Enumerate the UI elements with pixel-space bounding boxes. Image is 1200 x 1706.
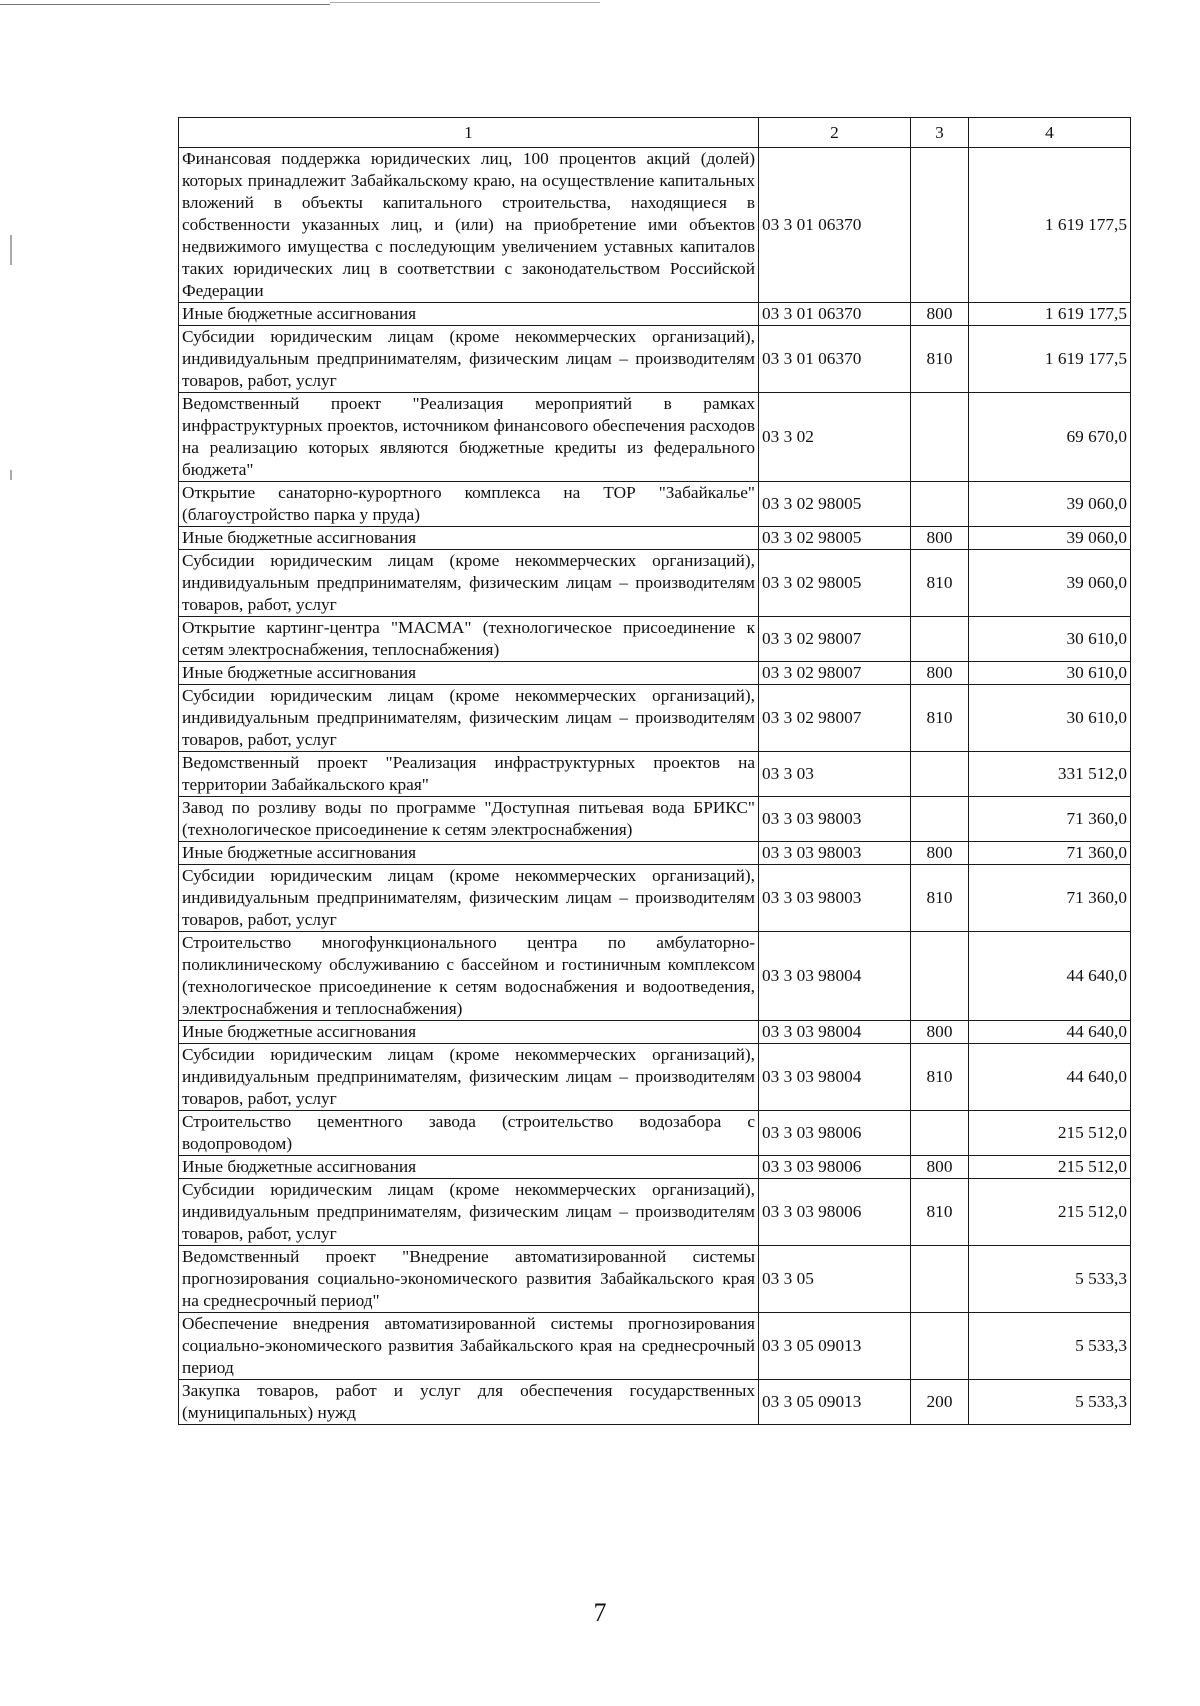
amount-cell: 71 360,0: [969, 865, 1131, 932]
name-cell: Иные бюджетные ассигнования: [179, 303, 759, 326]
code-cell: 03 3 03 98003: [759, 842, 911, 865]
expense-type-cell: 810: [911, 550, 969, 617]
code-cell: 03 3 03 98004: [759, 932, 911, 1021]
expense-type-cell: [911, 393, 969, 482]
code-cell: 03 3 02 98007: [759, 617, 911, 662]
name-cell: Финансовая поддержка юридических лиц, 100 процентов акций (долей) которых принадлежит Забайкальскому краю, на осуществление капитальных вложений в объекты капитального строительства, находящиеся в собственности указанных лиц, и (или) на приобретение ими объектов недвижимого имущества с последующим увеличением уставных капиталов таких юридических лиц в соответствии с законодательством Российской Федерации: [179, 148, 759, 303]
name-cell: Ведомственный проект "Реализация мероприятий в рамках инфраструктурных проектов, источником финансового обеспечения расходов на реализацию которых являются бюджетные кредиты из федерального бюджета": [179, 393, 759, 482]
amount-cell: 44 640,0: [969, 932, 1131, 1021]
table-row: [179, 685, 1131, 752]
code-cell: 03 3 05: [759, 1246, 911, 1313]
name-cell: Субсидии юридическим лицам (кроме некоммерческих организаций), индивидуальным предпринимателям, физическим лицам – производителям товаров, работ, услуг: [179, 1179, 759, 1246]
table-row: [179, 326, 1131, 393]
name-cell: Обеспечение внедрения автоматизированной системы прогнозирования социально-экономического развития Забайкальского края на среднесрочный период: [179, 1313, 759, 1380]
amount-cell: 5 533,3: [969, 1380, 1131, 1425]
amount-cell: 215 512,0: [969, 1156, 1131, 1179]
amount-cell: 5 533,3: [969, 1246, 1131, 1313]
code-cell: 03 3 03 98004: [759, 1044, 911, 1111]
page-number: 7: [593, 1598, 607, 1627]
table-row: [179, 752, 1131, 797]
expense-type-cell: [911, 482, 969, 527]
code-cell: 03 3 03: [759, 752, 911, 797]
code-cell: 03 3 03 98006: [759, 1111, 911, 1156]
table-row: [179, 842, 1131, 865]
code-cell: 03 3 05 09013: [759, 1313, 911, 1380]
expense-type-cell: [911, 797, 969, 842]
scan-edge-line: [330, 2, 600, 3]
amount-cell: 71 360,0: [969, 797, 1131, 842]
table-row: [179, 303, 1131, 326]
scan-mark: [10, 470, 12, 480]
amount-cell: 1 619 177,5: [969, 303, 1131, 326]
expense-type-cell: 800: [911, 662, 969, 685]
expense-type-cell: 200: [911, 1380, 969, 1425]
name-cell: Строительство цементного завода (строительство водозабора с водопроводом): [179, 1111, 759, 1156]
expense-type-cell: 800: [911, 842, 969, 865]
amount-cell: 215 512,0: [969, 1179, 1131, 1246]
table-row: [179, 1246, 1131, 1313]
name-cell: Иные бюджетные ассигнования: [179, 527, 759, 550]
amount-cell: 1 619 177,5: [969, 148, 1131, 303]
name-cell: Завод по розливу воды по программе "Доступная питьевая вода БРИКС" (технологическое присоединение к сетям электроснабжения): [179, 797, 759, 842]
expense-type-cell: 800: [911, 1021, 969, 1044]
code-cell: 03 3 01 06370: [759, 326, 911, 393]
name-cell: Ведомственный проект "Реализация инфраструктурных проектов на территории Забайкальского края": [179, 752, 759, 797]
expense-type-cell: [911, 752, 969, 797]
name-cell: Открытие картинг-центра "МАСМА" (технологическое присоединение к сетям электроснабжения, теплоснабжения): [179, 617, 759, 662]
code-cell: 03 3 02 98007: [759, 662, 911, 685]
expense-type-cell: [911, 1246, 969, 1313]
table-row: [179, 550, 1131, 617]
table-row: [179, 1021, 1131, 1044]
name-cell: Строительство многофункционального центра по амбулаторно-поликлиническому обслуживанию с бассейном и гостиничным комплексом (технологическое присоединение к сетям водоснабжения и водоотведения, электроснабжения и теплоснабжения): [179, 932, 759, 1021]
amount-cell: 71 360,0: [969, 842, 1131, 865]
table-row: [179, 1179, 1131, 1246]
table-row: [179, 527, 1131, 550]
amount-cell: 39 060,0: [969, 482, 1131, 527]
code-cell: 03 3 01 06370: [759, 148, 911, 303]
scan-edge-line: [0, 4, 330, 5]
expense-type-cell: [911, 1313, 969, 1380]
expense-type-cell: 810: [911, 1044, 969, 1111]
table-body: [179, 148, 1131, 1425]
amount-cell: 39 060,0: [969, 527, 1131, 550]
amount-cell: 1 619 177,5: [969, 326, 1131, 393]
amount-cell: 331 512,0: [969, 752, 1131, 797]
name-cell: Субсидии юридическим лицам (кроме некоммерческих организаций), индивидуальным предпринимателям, физическим лицам – производителям товаров, работ, услуг: [179, 865, 759, 932]
expense-type-cell: 800: [911, 1156, 969, 1179]
amount-cell: 39 060,0: [969, 550, 1131, 617]
amount-cell: 5 533,3: [969, 1313, 1131, 1380]
code-cell: 03 3 02 98005: [759, 550, 911, 617]
name-cell: Иные бюджетные ассигнования: [179, 842, 759, 865]
table-row: [179, 1380, 1131, 1425]
expense-type-cell: [911, 1111, 969, 1156]
expense-type-cell: [911, 932, 969, 1021]
code-cell: 03 3 02 98005: [759, 527, 911, 550]
name-cell: Закупка товаров, работ и услуг для обеспечения государственных (муниципальных) нужд: [179, 1380, 759, 1425]
table-row: [179, 482, 1131, 527]
scan-mark: [10, 235, 12, 265]
table-row: [179, 1044, 1131, 1111]
amount-cell: 44 640,0: [969, 1021, 1131, 1044]
name-cell: Иные бюджетные ассигнования: [179, 662, 759, 685]
table-header-row: [179, 118, 1131, 148]
table-row: [179, 148, 1131, 303]
name-cell: Субсидии юридическим лицам (кроме некоммерческих организаций), индивидуальным предпринимателям, физическим лицам – производителям товаров, работ, услуг: [179, 1044, 759, 1111]
budget-table: [178, 117, 1131, 1425]
expense-type-cell: [911, 617, 969, 662]
name-cell: Иные бюджетные ассигнования: [179, 1156, 759, 1179]
name-cell: Субсидии юридическим лицам (кроме некоммерческих организаций), индивидуальным предпринимателям, физическим лицам – производителям товаров, работ, услуг: [179, 685, 759, 752]
code-cell: 03 3 03 98004: [759, 1021, 911, 1044]
table-row: [179, 617, 1131, 662]
name-cell: Ведомственный проект "Внедрение автоматизированной системы прогнозирования социально-экономического развития Забайкальского края на среднесрочный период": [179, 1246, 759, 1313]
name-cell: Субсидии юридическим лицам (кроме некоммерческих организаций), индивидуальным предпринимателям, физическим лицам – производителям товаров, работ, услуг: [179, 326, 759, 393]
code-cell: 03 3 03 98003: [759, 797, 911, 842]
expense-type-cell: 810: [911, 685, 969, 752]
amount-cell: 30 610,0: [969, 617, 1131, 662]
amount-cell: 215 512,0: [969, 1111, 1131, 1156]
amount-cell: 44 640,0: [969, 1044, 1131, 1111]
code-cell: 03 3 05 09013: [759, 1380, 911, 1425]
name-cell: Открытие санаторно-курортного комплекса на ТОР "Забайкалье" (благоустройство парка у пруда): [179, 482, 759, 527]
expense-type-cell: 800: [911, 303, 969, 326]
expense-type-cell: 800: [911, 527, 969, 550]
code-cell: 03 3 01 06370: [759, 303, 911, 326]
table-row: [179, 797, 1131, 842]
code-cell: 03 3 02 98007: [759, 685, 911, 752]
column-header-code: 2: [759, 118, 911, 148]
table-row: [179, 1313, 1131, 1380]
amount-cell: 30 610,0: [969, 662, 1131, 685]
column-header-name: 1: [179, 118, 759, 148]
name-cell: Субсидии юридическим лицам (кроме некоммерческих организаций), индивидуальным предпринимателям, физическим лицам – производителям товаров, работ, услуг: [179, 550, 759, 617]
expense-type-cell: 810: [911, 865, 969, 932]
name-cell: Иные бюджетные ассигнования: [179, 1021, 759, 1044]
expense-type-cell: [911, 148, 969, 303]
code-cell: 03 3 03 98003: [759, 865, 911, 932]
table-row: [179, 662, 1131, 685]
amount-cell: 30 610,0: [969, 685, 1131, 752]
table-row: [179, 1111, 1131, 1156]
table-row: [179, 932, 1131, 1021]
column-header-type: 3: [911, 118, 969, 148]
expense-type-cell: 810: [911, 326, 969, 393]
code-cell: 03 3 02: [759, 393, 911, 482]
code-cell: 03 3 03 98006: [759, 1156, 911, 1179]
expense-type-cell: 810: [911, 1179, 969, 1246]
table-row: [179, 865, 1131, 932]
table-row: [179, 1156, 1131, 1179]
code-cell: 03 3 03 98006: [759, 1179, 911, 1246]
amount-cell: 69 670,0: [969, 393, 1131, 482]
table-row: [179, 393, 1131, 482]
column-header-amount: 4: [969, 118, 1131, 148]
code-cell: 03 3 02 98005: [759, 482, 911, 527]
